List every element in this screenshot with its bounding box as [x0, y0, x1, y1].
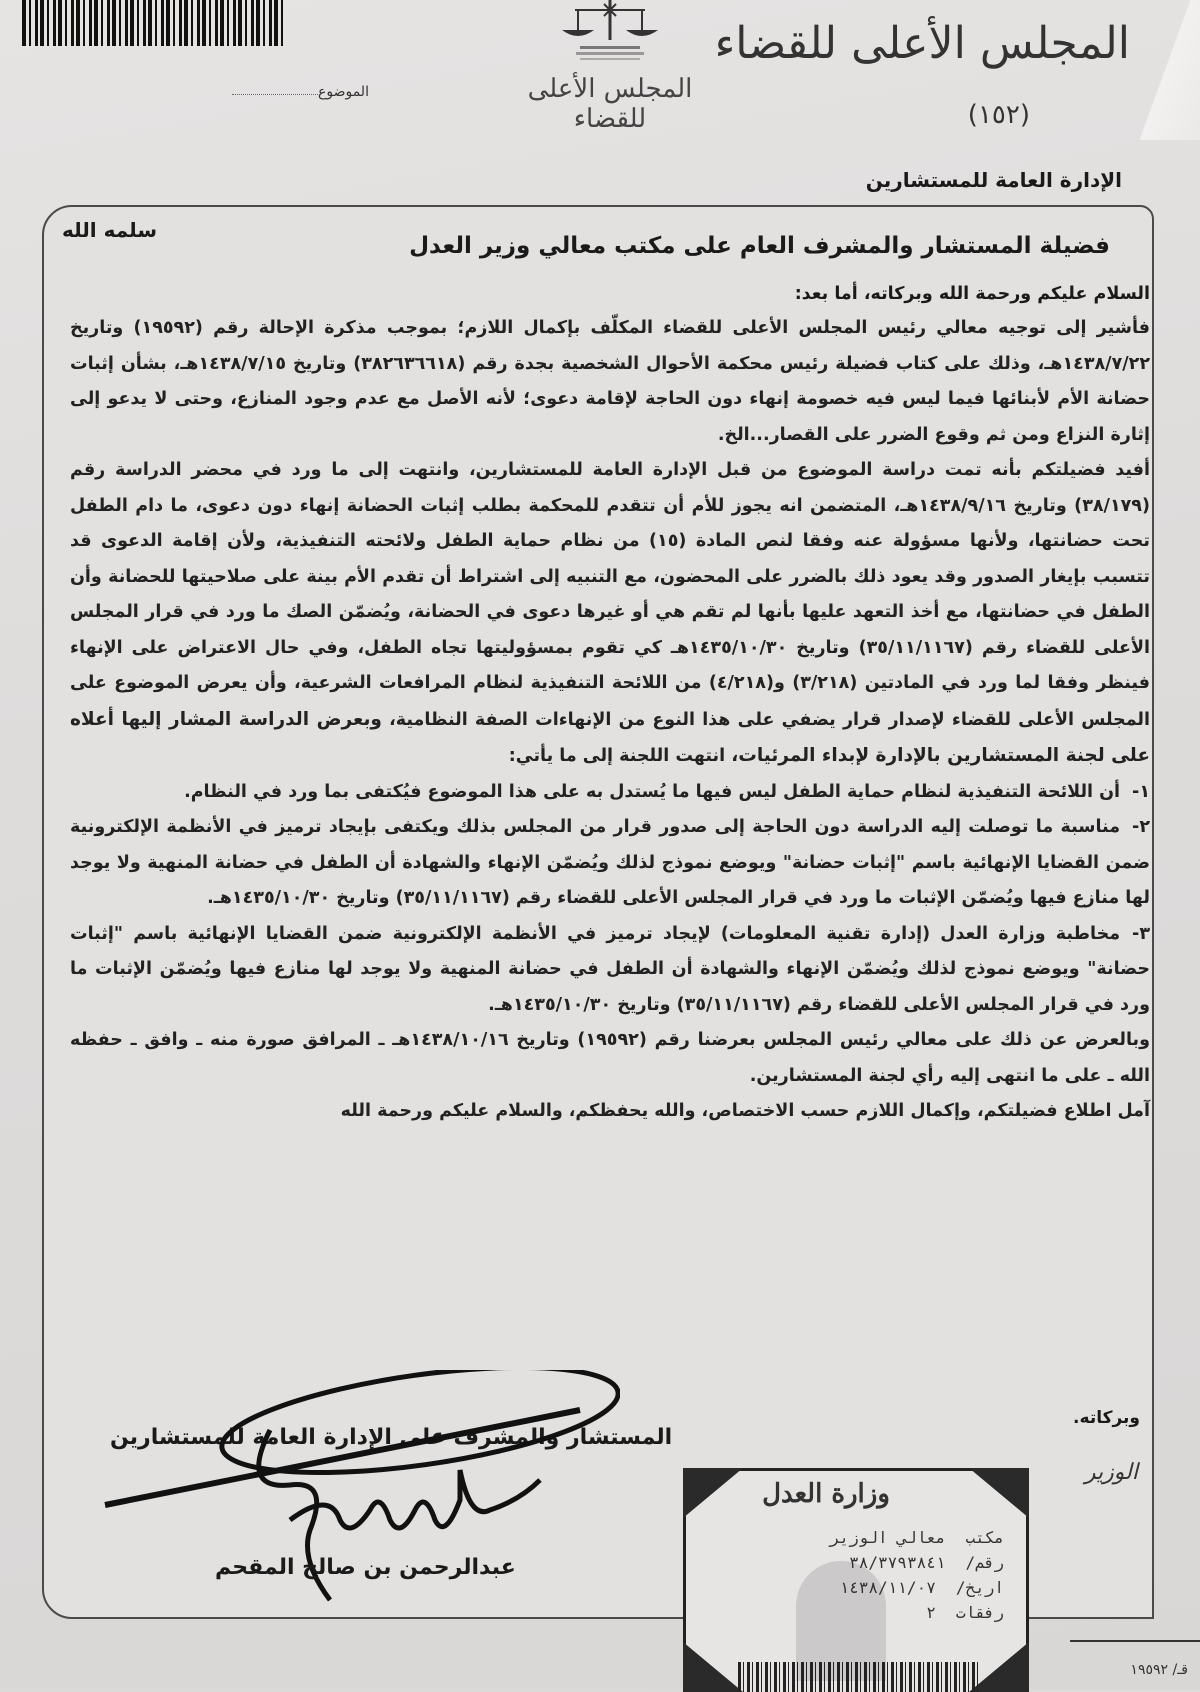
item-text: مخاطبة وزارة العدل (إدارة تقنية المعلومات) لإيجاد ترميز في الأنظمة الإلكترونية ضمن القضايا الإنهائية باسم "إثبات حضانة" ويوضع نموذج لذلك ويُضمّن الإنهاء والشهادة أن الطفل في حضانة المنهية ولا يوجد لها منازع فيها ويُضمّن الإثبات ما ورد في قرار المجلس الأعلى للقضاء رقم (٣٥/١١/١١٦٧) وتاريخ ١٤٣٥/١٠/٣٠هـ.: [70, 923, 1150, 1015]
paragraph-study-end: انتهت اللجنة إلى ما يأتي:: [508, 746, 732, 766]
paragraph-closing: آمل اطلاع فضيلتكم، وإكمال اللازم حسب الاختصاص، والله يحفظكم، والسلام عليكم ورحمة الله: [340, 1101, 1150, 1121]
subject-label: الموضوع: [318, 84, 369, 100]
emblem-logo: [520, 0, 700, 134]
stamp-details: [714, 1525, 1004, 1625]
paragraph-study-bold: وبعرض الدراسة المشار إليها أعلاه على لجنة المستشارين بالإدارة لإبداء المرئيات،: [70, 708, 1150, 766]
paragraph-study-main: أفيد فضيلتكم بأنه تمت دراسة الموضوع من قبل الإدارة العامة للمستشارين، وانتهت إلى ما ورد في محضر الدراسة رقم (٣٨/١٧٩) وتاريخ ١٤٣٨/٩/١٦هـ، المتضمن انه يجوز للأم أن تتقدم للمحكمة بطلب إثبات الحضانة إنهاء دون دعوى، ما دام الطفل تحت حضانتها، ولأنها مسؤولة عنه وفقا لنص المادة (١٥) من نظام حماية الطفل ولائحته التنفيذية، ولأن إقامة الدعوى قد تتسبب بإيغار الصدور وقد يعود ذلك بالضرر على المحضون، مع التنبيه إلى اشتراط أن تقدم الأم بينة على صلاحيتها للحضانة وأن الطفل في حضانتها، مع أخذ التعهد عليها بأنها لم تقم هي أو غيرها دعوى في الحضانة، ويُضمّن الصك ما ورد في قرار المجلس الأعلى للقضاء رقم (٣٥/١١/١١٦٧) وتاريخ ١٤٣٥/١٠/٣٠هـ كي تقوم بمسؤوليتها تجاه الطفل، وفي حال الاعتراض على الإنهاء فينظر وفقا لما ورد في المادتين (٣/٢١٨) و(٤/٢١٨) من اللائحة التنفيذية لنظام المرافعات الشرعية، وأن يعرض الموضوع على المجلس الأعلى للقضاء لإصدار قرار يضفي على هذا النوع من الإنهاءات الصفة النظامية،: [70, 460, 1151, 730]
department-name: الإدارة العامة للمستشارين: [865, 168, 1122, 192]
letter-body: [70, 215, 1150, 1130]
stamp-attachments-row: [714, 1600, 1004, 1625]
item-text: مناسبة ما توصلت إليه الدراسة دون الحاجة إلى صدور قرار من المجلس بذلك ويكتفى بإيجاد ترميز في الأنظمة الإلكترونية ضمن القضايا الإنهائية باسم "إثبات حضانة" ويوضع نموذج لذلك ويُضمّن الإنهاء والشهادة أن الطفل في حضانة المنهية ولا يوجد لها منازع فيها ويُضمّن الإثبات ما ورد في قرار المجلس الأعلى للقضاء رقم (٣٥/١١/١١٦٧) وتاريخ ١٤٣٥/١٠/٣٠هـ.: [70, 817, 1150, 908]
list-item: [70, 775, 1150, 811]
salutation: السلام عليكم ورحمة الله وبركاته، أما بعد:: [794, 284, 1150, 304]
honorific: سلمه الله: [62, 218, 157, 242]
stamp-corner: [683, 1642, 743, 1692]
paragraph-approval: وبالعرض عن ذلك على معالي رئيس المجلس بعرضنا رقم (١٩٥٩٢) وتاريخ ١٤٣٨/١٠/١٦هـ ـ المرافق صورة منه ـ وافق ـ حفظه الله ـ على ما انتهى إليه رأي لجنة المستشارين.: [70, 1030, 1150, 1086]
subject-line: [232, 94, 318, 95]
page-edge: [1140, 0, 1200, 140]
footer-reference: قـ/ ١٩٥٩٢: [1130, 1662, 1188, 1678]
barcode: [22, 0, 284, 46]
item-number: ٣-: [1132, 923, 1150, 944]
signatory-title: المستشار والمشرف على الإدارة العامة للمستشارين: [110, 1425, 673, 1450]
addressee: فضيلة المستشار والمشرف العام على مكتب معالي وزير العدل: [409, 233, 1110, 259]
stamp-date-value: ١٤٣٨/١١/٠٧: [839, 1578, 936, 1597]
item-text: أن اللائحة التنفيذية لنظام حماية الطفل ليس فيها ما يُستدل به على هذا الموضوع فيُكتفى بما ورد في النظام.: [184, 781, 1121, 802]
closing-end: وبركاته.: [1073, 1408, 1140, 1428]
list-item: [70, 917, 1150, 1024]
item-number: ١-: [1132, 781, 1150, 802]
scales-icon: [520, 0, 700, 80]
emblem-caption: المجلس الأعلى للقضاء: [527, 74, 693, 134]
stamp-office-row: [714, 1525, 1004, 1550]
stamp-date-label: اريخ/: [955, 1578, 1004, 1597]
item-number: ٢-: [1132, 817, 1150, 837]
stamp-number-value: ٣٨/٣٧٩٣٨٤١: [849, 1553, 946, 1572]
minister-annotation: الوزير: [1084, 1460, 1138, 1485]
stamp-corner: [969, 1642, 1029, 1692]
stamp-office-value: معالي الوزير: [829, 1528, 946, 1547]
stamp-corner: [683, 1468, 743, 1518]
stamp-corner: [969, 1468, 1029, 1518]
ministry-stamp: [683, 1468, 1029, 1692]
paragraph-referral: فأشير إلى توجيه معالي رئيس المجلس الأعلى للقضاء المكلّف بإكمال اللازم؛ بموجب مذكرة الإحالة رقم (١٩٥٩٢) وتاريخ ١٤٣٨/٧/٢٢هـ، وذلك على كتاب فضيلة رئيس محكمة الأحوال الشخصية بجدة رقم (٣٨٢٦٣٦٦١٨) وتاريخ ١٤٣٨/٧/١٥هـ، بشأن إثبات حضانة الأم لأبنائها فيما ليس فيه خصومة إنهاء دون الحاجة لإقامة دعوى؛ لأنه الأصل مع عدم وجود المنازع، وحتى لا يدعو إلى إثارة النزاع ومن ثم وقوع الضرر على القصار...الخ.: [70, 318, 1151, 445]
stamp-barcode: [738, 1662, 978, 1692]
council-name: المجلس الأعلى للقضاء: [714, 18, 1130, 69]
stamp-logo: وزارة العدل: [762, 1479, 890, 1509]
paragraph-study: [70, 453, 1150, 775]
stamp-attachments-value: ٢: [926, 1603, 936, 1622]
stamp-attachments-label: رفقات: [955, 1603, 1004, 1622]
council-number: (١٥٢): [967, 100, 1030, 130]
stamp-number-label: رقم/: [965, 1553, 1004, 1572]
stamp-date-row: [714, 1575, 1004, 1600]
footer-divider: [1070, 1640, 1200, 1642]
list-item: [70, 810, 1150, 917]
signatory-name: عبدالرحمن بن صالح المقحم: [215, 1555, 516, 1580]
stamp-office-label: مكتب: [965, 1528, 1004, 1547]
stamp-number-row: [714, 1550, 1004, 1575]
